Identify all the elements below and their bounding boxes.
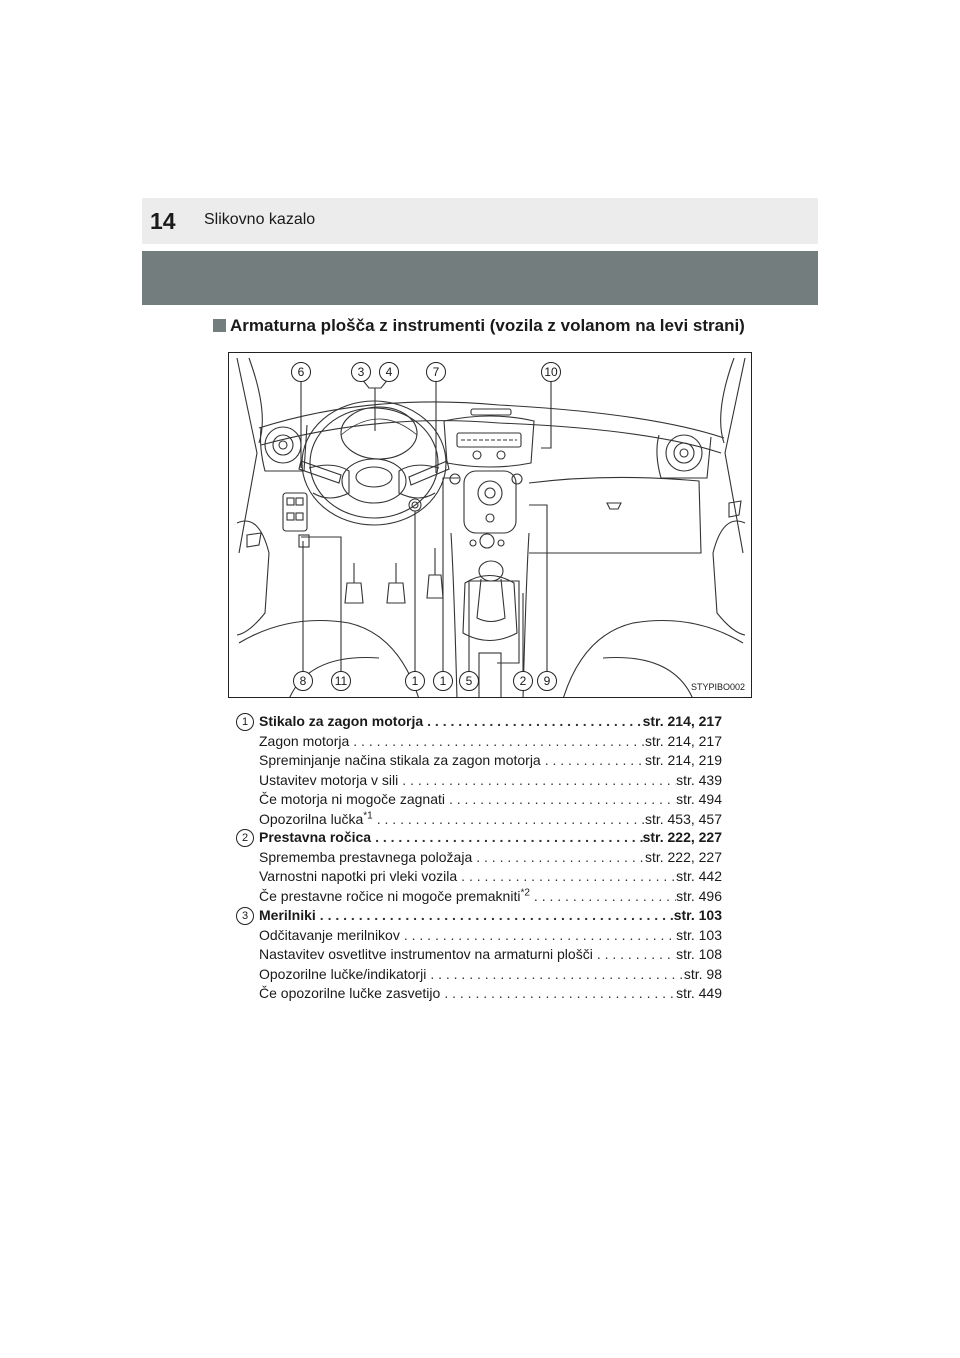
entry-label: Merilniki xyxy=(259,907,316,923)
page-title: Slikovno kazalo xyxy=(204,211,316,228)
dot-leader xyxy=(349,732,645,751)
dot-leader xyxy=(457,867,676,886)
entry-title-row xyxy=(259,906,722,925)
callout-label: 8 xyxy=(293,671,313,691)
entry-text xyxy=(259,887,530,906)
callout-label: 9 xyxy=(537,671,557,691)
entry-label: Če motorja ni mogoče zagnati xyxy=(259,791,445,808)
entry-title-row xyxy=(259,828,722,847)
entry-label: Opozorilne lučke/indikatorji xyxy=(259,965,427,982)
entry-number-icon: 3 xyxy=(236,907,254,925)
dashboard-figure xyxy=(228,352,752,698)
entry-text xyxy=(259,848,472,867)
dashboard-illustration xyxy=(229,353,752,698)
entry-label: Odčitavanje merilnikov xyxy=(259,926,400,943)
entry-text xyxy=(259,771,398,790)
entry-item-row xyxy=(259,887,722,906)
entry-text xyxy=(259,751,541,770)
entry-text xyxy=(259,906,316,925)
entry-text xyxy=(259,732,349,751)
page-header xyxy=(142,198,818,244)
entry-item-row xyxy=(259,790,722,809)
callout-label: 1 xyxy=(433,671,453,691)
page-reference: str. 496 xyxy=(676,887,722,904)
entry-label: Ustavitev motorja v sili xyxy=(259,771,399,788)
page-reference: str. 494 xyxy=(676,791,722,808)
page-reference: str. 214, 219 xyxy=(644,752,722,769)
entry-text xyxy=(259,984,440,1003)
section-square-icon xyxy=(213,319,226,332)
page-reference: str. 449 xyxy=(676,985,722,1002)
entry-number-icon: 2 xyxy=(236,829,254,847)
entry-item-row xyxy=(259,848,722,867)
dot-leader xyxy=(371,828,643,847)
entry-item-row xyxy=(259,965,722,984)
entry-item-row xyxy=(259,771,722,790)
dot-leader xyxy=(316,906,674,925)
page-reference: str. 103 xyxy=(676,926,722,943)
entry-item-row xyxy=(259,945,722,964)
dot-leader xyxy=(445,790,676,809)
dot-leader xyxy=(423,712,642,731)
entry-label: Prestavna ročica xyxy=(259,829,372,845)
dot-leader xyxy=(373,810,645,829)
page-reference: str. 108 xyxy=(676,946,722,963)
dot-leader xyxy=(541,751,645,770)
page-reference: str. 222, 227 xyxy=(642,829,722,845)
callout-label: 3 xyxy=(351,362,371,382)
page-reference: str. 439 xyxy=(676,771,722,788)
callout-label: 7 xyxy=(426,362,446,382)
callout-label: 1 xyxy=(405,671,425,691)
entry-label: Varnostni napotki pri vleki vozila xyxy=(259,868,458,885)
header-band xyxy=(142,251,818,305)
entry-label: Sprememba prestavnega položaja xyxy=(259,848,473,865)
callout-label: 5 xyxy=(459,671,479,691)
entry-text xyxy=(259,828,371,847)
dot-leader xyxy=(400,926,676,945)
callout-label: 10 xyxy=(541,362,561,382)
figure-id: STYPIBO002 xyxy=(690,682,745,692)
entry-label: Nastavitev osvetlitve instrumentov na armaturni plošči xyxy=(259,946,593,963)
entry-item-row xyxy=(259,984,722,1003)
page-reference: str. 214, 217 xyxy=(642,713,722,729)
callout-label: 6 xyxy=(291,362,311,382)
entry-text xyxy=(259,965,426,984)
callout-label: 2 xyxy=(513,671,533,691)
page-reference: str. 442 xyxy=(676,868,722,885)
entry-text xyxy=(259,867,457,886)
footnote-mark: *1 xyxy=(363,810,373,822)
entry-text xyxy=(259,945,593,964)
entry-item-row xyxy=(259,732,722,751)
entry-label: Če opozorilne lučke zasvetijo xyxy=(259,985,441,1002)
dot-leader xyxy=(530,887,676,906)
page-reference: str. 453, 457 xyxy=(644,811,722,827)
entry-text xyxy=(259,926,400,945)
entry-item-row xyxy=(259,926,722,945)
section-title: Armaturna plošča z instrumenti (vozila z volanom na levi strani) xyxy=(230,316,745,335)
footnote-mark: *2 xyxy=(520,887,530,899)
entry-label: Zagon motorja xyxy=(259,732,350,749)
entry-item-row xyxy=(259,810,722,829)
entry-label: Opozorilna lučka xyxy=(259,811,364,827)
page-reference: str. 214, 217 xyxy=(644,732,722,749)
page-number: 14 xyxy=(150,208,176,234)
page-reference: str. 222, 227 xyxy=(644,848,722,865)
section-heading xyxy=(213,316,745,336)
dot-leader xyxy=(440,984,676,1003)
dot-leader xyxy=(472,848,645,867)
entry-label: Če prestavne ročice ni mogoče premakniti xyxy=(259,887,521,904)
entry-title-row xyxy=(259,712,722,731)
entry-label: Spreminjanje načina stikala za zagon motorja xyxy=(259,752,541,769)
callout-label: 11 xyxy=(331,671,351,691)
entry-text xyxy=(259,712,423,731)
dot-leader xyxy=(398,771,676,790)
entry-text xyxy=(259,790,445,809)
entry-item-row xyxy=(259,751,722,770)
page-reference: str. 98 xyxy=(683,965,722,982)
entry-text xyxy=(259,810,373,829)
callout-label: 4 xyxy=(379,362,399,382)
page-reference: str. 103 xyxy=(673,907,722,923)
entry-label: Stikalo za zagon motorja xyxy=(259,713,424,729)
entry-item-row xyxy=(259,867,722,886)
entry-number-icon: 1 xyxy=(236,713,254,731)
dot-leader xyxy=(593,945,676,964)
dot-leader xyxy=(426,965,684,984)
